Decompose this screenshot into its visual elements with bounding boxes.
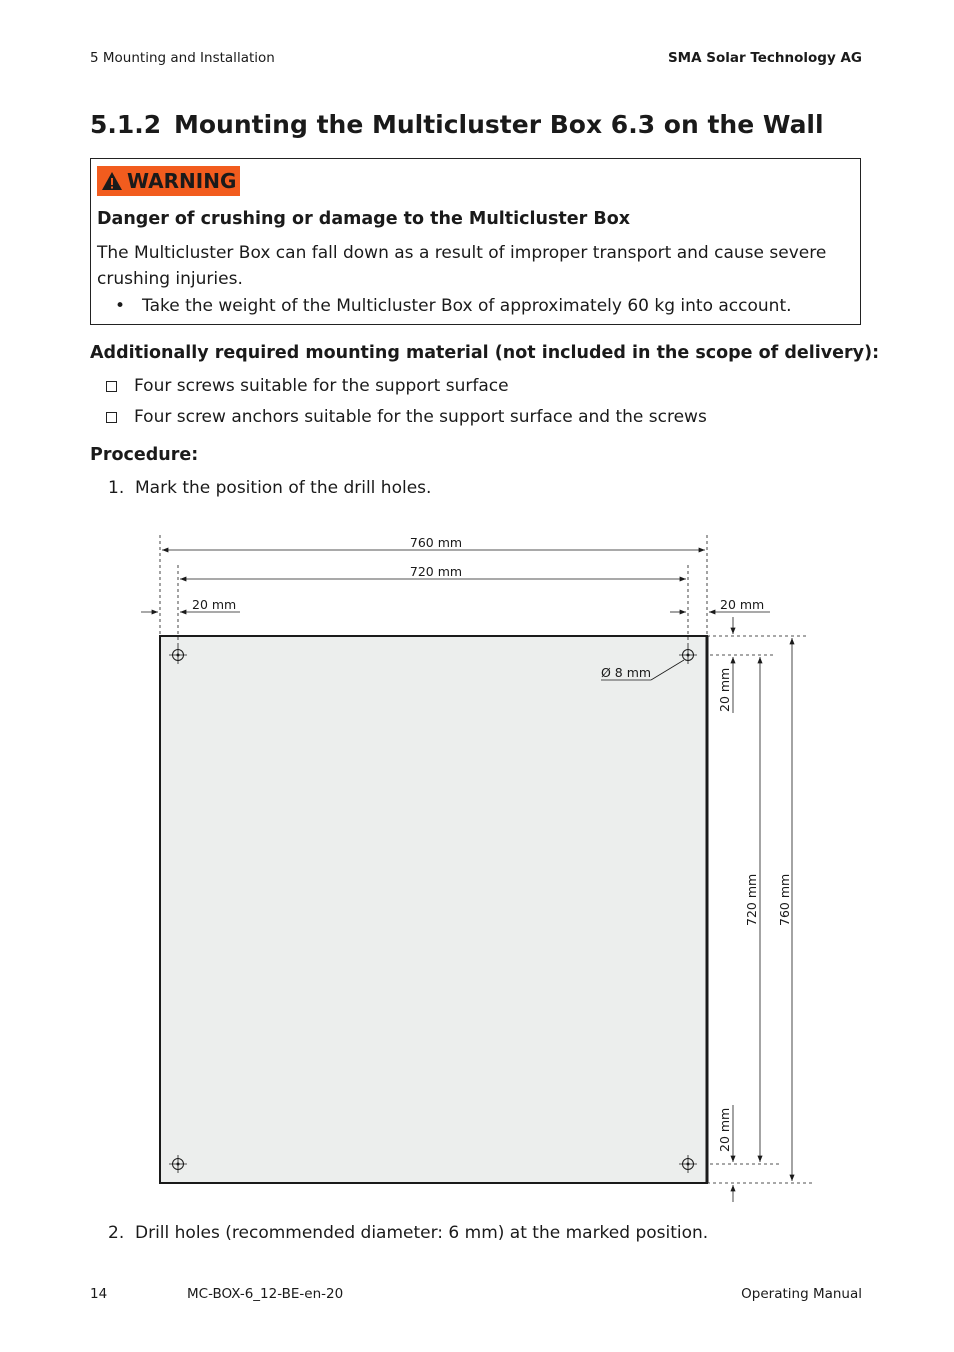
- label-right-margin: 20 mm: [720, 597, 765, 612]
- header-section: 5 Mounting and Installation: [90, 50, 275, 66]
- warning-bullet-text: Take the weight of the Multicluster Box of approximately 60 kg into account.: [142, 296, 792, 316]
- bullet-icon: •: [115, 296, 126, 316]
- label-inner-height: 720 mm: [744, 873, 759, 926]
- header-company: SMA Solar Technology AG: [667, 50, 862, 66]
- enclosure-outline: [160, 636, 707, 1183]
- label-top-margin: 20 mm: [717, 667, 732, 712]
- section-title: Mounting the Multicluster Box 6.3 on the Wall: [174, 110, 824, 139]
- step-number: 1.: [108, 478, 125, 498]
- step-number: 2.: [108, 1223, 125, 1243]
- material-item-text: Four screw anchors suitable for the support surface and the screws: [134, 407, 707, 427]
- footer-page-number: 14: [90, 1286, 108, 1302]
- material-item-text: Four screws suitable for the support surface: [134, 376, 509, 396]
- footer-doc-type: Operating Manual: [741, 1286, 862, 1302]
- procedure-heading: Procedure:: [90, 445, 199, 465]
- materials-heading: Additionally required mounting material (not included in the scope of delivery):: [90, 343, 880, 363]
- warning-heading: Danger of crushing or damage to the Multicluster Box: [97, 209, 631, 229]
- label-inner-width: 720 mm: [409, 564, 463, 579]
- label-outer-width: 760 mm: [409, 535, 463, 550]
- label-hole-diameter: Ø 8 mm: [601, 665, 652, 680]
- label-bottom-margin: 20 mm: [717, 1107, 732, 1152]
- label-left-margin: 20 mm: [192, 597, 237, 612]
- procedure-step: [108, 1223, 708, 1243]
- warning-label-text: WARNING: [127, 169, 237, 193]
- section-number: 5.1.2: [90, 110, 162, 139]
- step-text: Mark the position of the drill holes.: [135, 478, 432, 498]
- warning-body: The Multicluster Box can fall down as a result of improper transport and cause severe crushing injuries.: [97, 243, 827, 289]
- label-outer-height: 760 mm: [777, 873, 792, 926]
- footer-doc-id: MC-BOX-6_12-BE-en-20: [187, 1286, 344, 1302]
- step-text: Drill holes (recommended diameter: 6 mm) at the marked position.: [135, 1223, 709, 1243]
